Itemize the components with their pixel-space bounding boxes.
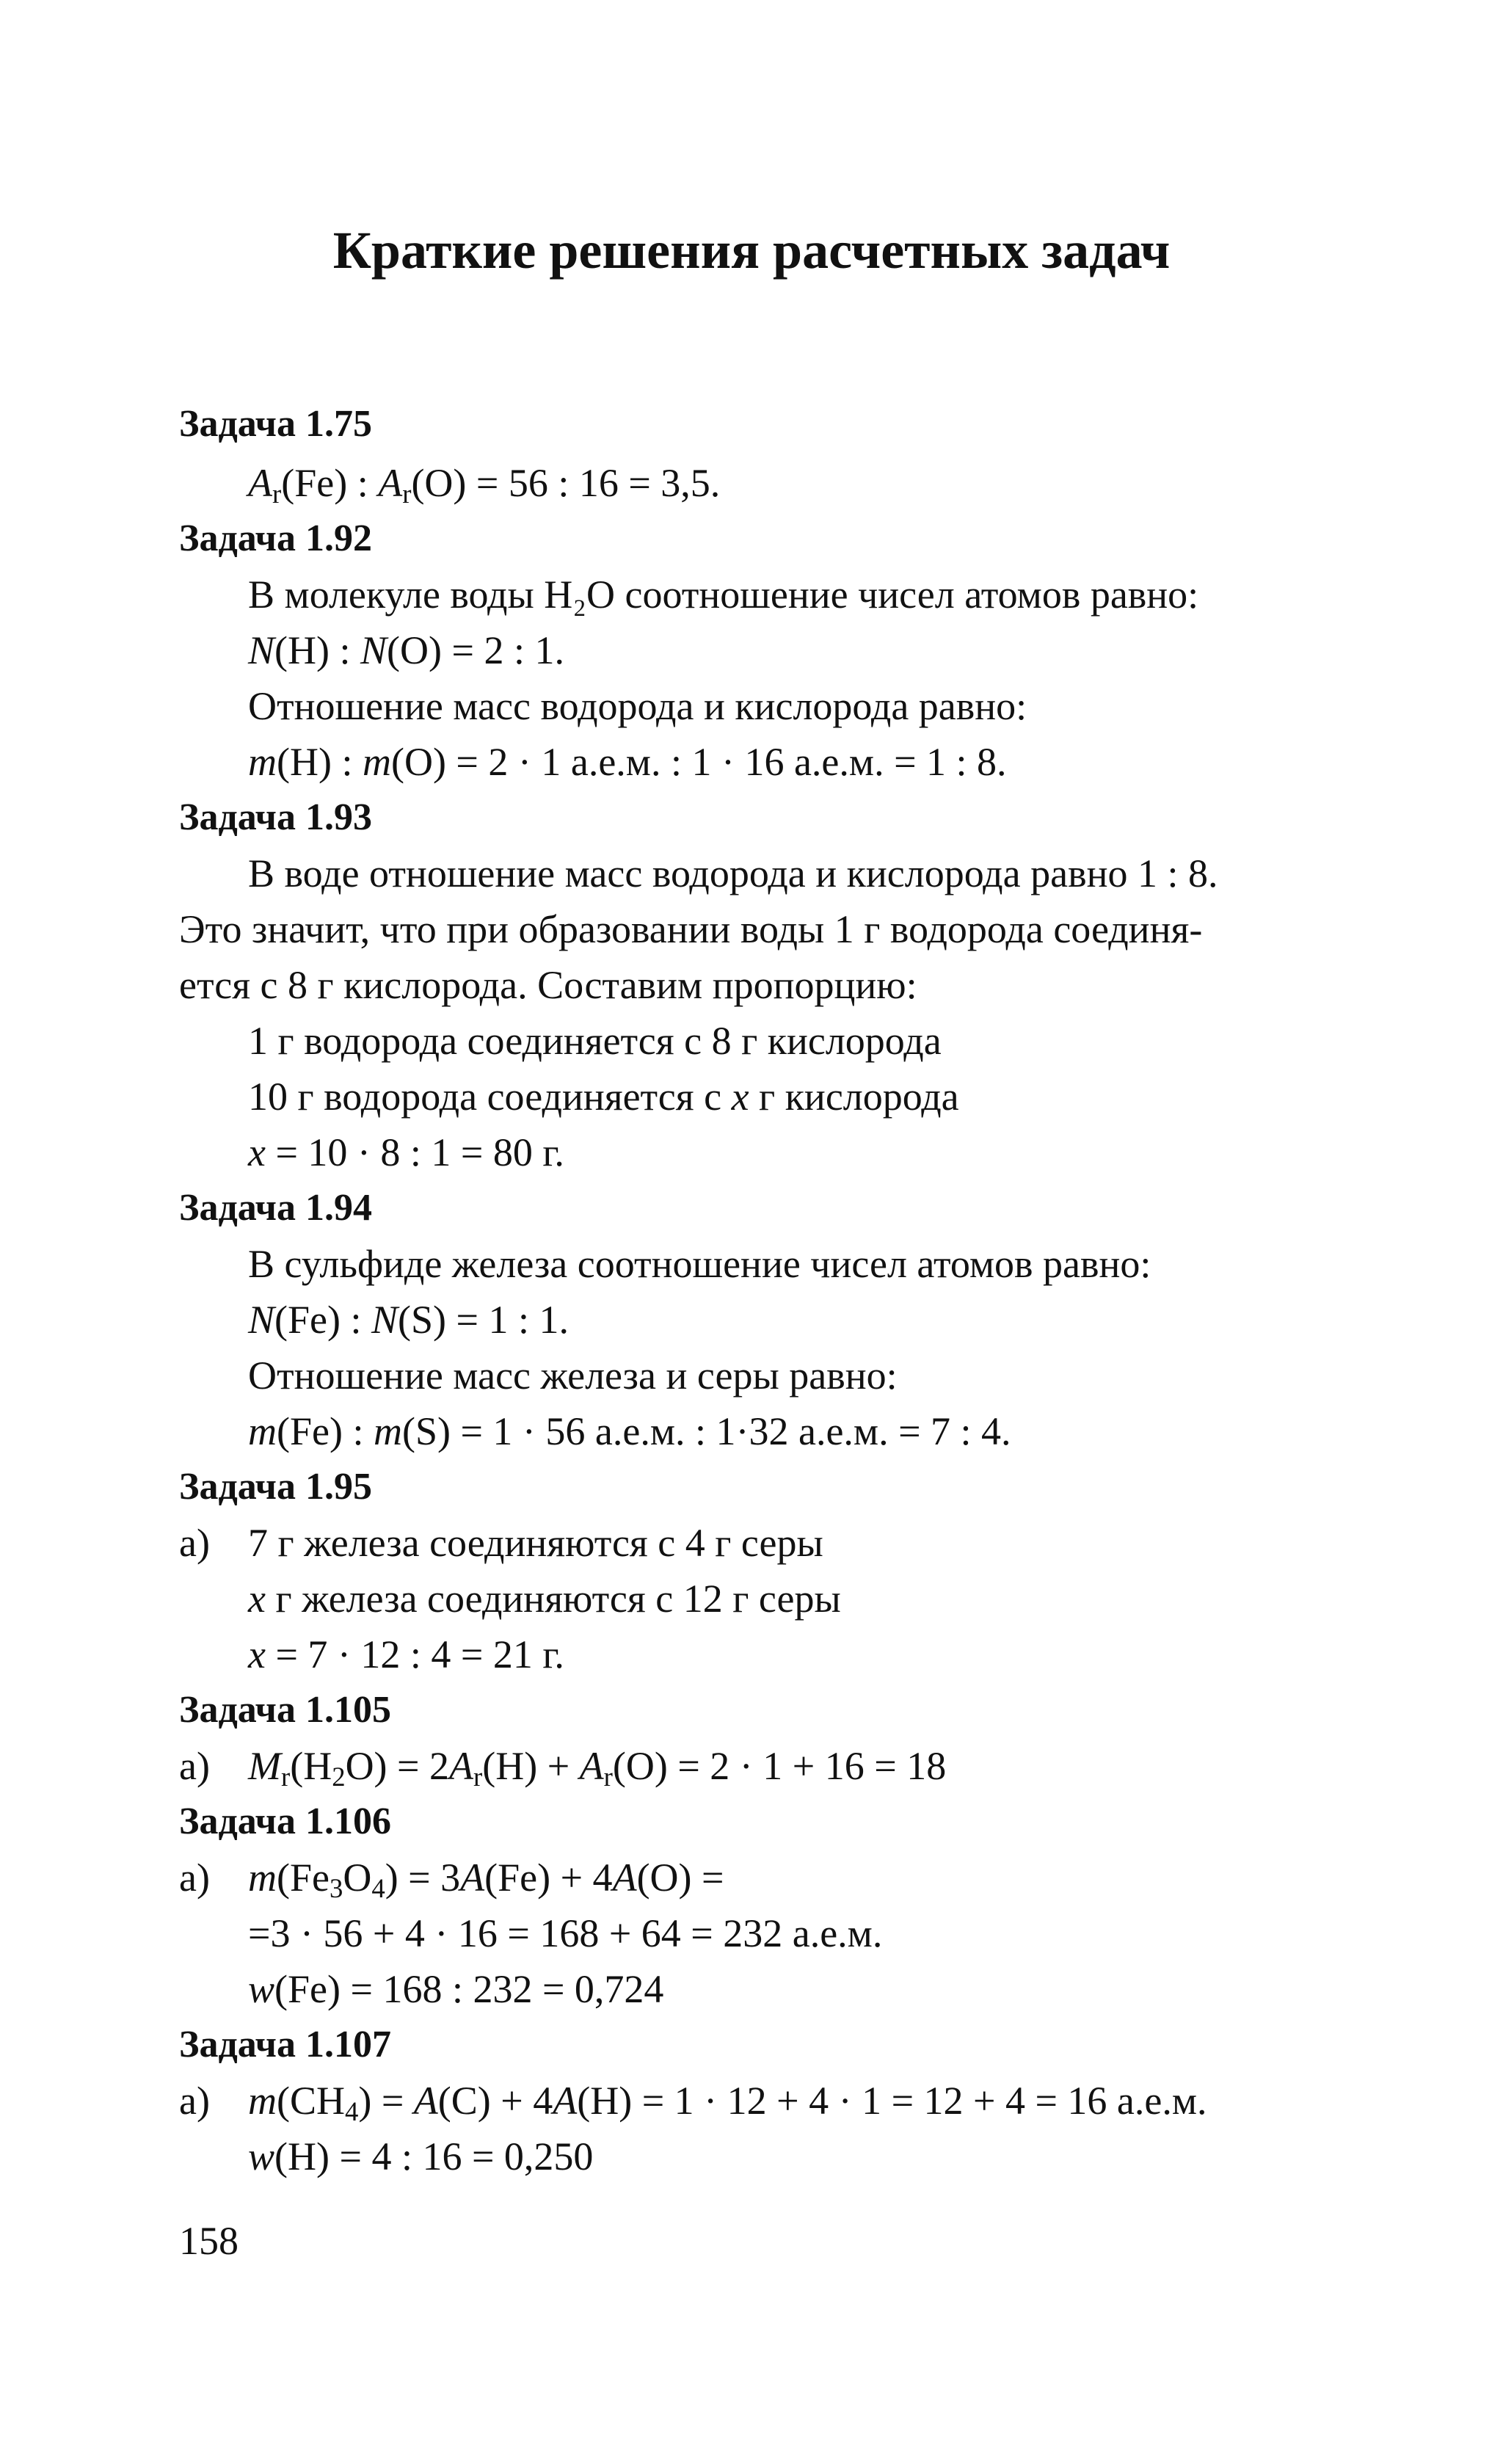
formula-line: m(Fe) : m(S) = 1 · 56 а.е.м. : 1·32 а.е.м. = 7 : 4.: [248, 1409, 1011, 1453]
text-line: 7 г железа соединяются с 4 г серы: [248, 1521, 823, 1565]
text-line: 1 г водорода соединяется с 8 г кислорода: [248, 1019, 942, 1063]
formula-line: w(Fe) = 168 : 232 = 0,724: [248, 1967, 664, 2011]
task-heading: Задача 1.94: [179, 1187, 372, 1229]
item-label: а): [179, 1856, 210, 1900]
text-line: Это значит, что при образовании воды 1 г водорода соединя-: [179, 907, 1203, 951]
item-label: а): [179, 1744, 210, 1788]
task-heading: Задача 1.106: [179, 1800, 391, 1842]
formula-line: N(H) : N(O) = 2 : 1.: [248, 628, 564, 672]
page-title: Краткие решения расчетных задач: [332, 221, 1171, 280]
formula-line: m(H) : m(O) = 2 · 1 а.е.м. : 1 · 16 а.е.м. = 1 : 8.: [248, 740, 1007, 784]
item-label: а): [179, 1521, 210, 1565]
formula-line: N(Fe) : N(S) = 1 : 1.: [248, 1298, 569, 1342]
text-line: Отношение масс железа и серы равно:: [248, 1353, 898, 1398]
formula-line: $M_r(H_2O) = 2A_r(H) + A_r(O) = 2 \cdot 1 + 16 = 18$: [248, 1744, 947, 1792]
formula-line: x = 7 · 12 : 4 = 21 г.: [248, 1632, 564, 1676]
text-line: В воде отношение масс водорода и кислорода равно 1 : 8.: [248, 851, 1218, 895]
text-line: В сульфиде железа соотношение чисел атомов равно:: [248, 1242, 1151, 1286]
task-heading: Задача 1.105: [179, 1689, 391, 1731]
formula-line: $m(Fe_3O_4) = 3A(Fe) + 4A(O)$ =: [248, 1856, 724, 1904]
text-line: ется с 8 г кислорода. Составим пропорцию:: [179, 963, 917, 1007]
formula-line: 10 г водорода соединяется с x г кислорода: [248, 1075, 959, 1119]
formula-line: =3 · 56 + 4 · 16 = 168 + 64 = 232 а.е.м.: [248, 1911, 883, 1955]
formula-line: $m(CH_4) = A(C) + 4A(H) = 1 \cdot 12 + 4 \cdot 1 = 12 + 4 = 16$ а.е.м.: [248, 2079, 1207, 2127]
item-label: а): [179, 2079, 210, 2123]
task-heading: Задача 1.92: [179, 517, 372, 559]
formula-line: x = 10 · 8 : 1 = 80 г.: [248, 1130, 564, 1174]
task-heading: Задача 1.75: [179, 403, 372, 445]
page-number: 158: [179, 2219, 239, 2263]
text-line: Отношение масс водорода и кислорода равно:: [248, 684, 1027, 728]
task-heading: Задача 1.95: [179, 1466, 372, 1508]
formula-line: w(H) = 4 : 16 = 0,250: [248, 2134, 594, 2178]
formula-line: x г железа соединяются с 12 г серы: [248, 1577, 841, 1621]
task-heading: Задача 1.93: [179, 796, 372, 838]
text-line: В молекуле воды H₂O соотношение чисел атомов равно:: [248, 573, 1199, 617]
task-heading: Задача 1.107: [179, 2024, 391, 2065]
formula-line: $A_r(Fe)$ : $A_r(O) = 56$ : 16 = 3,5.: [248, 461, 721, 509]
